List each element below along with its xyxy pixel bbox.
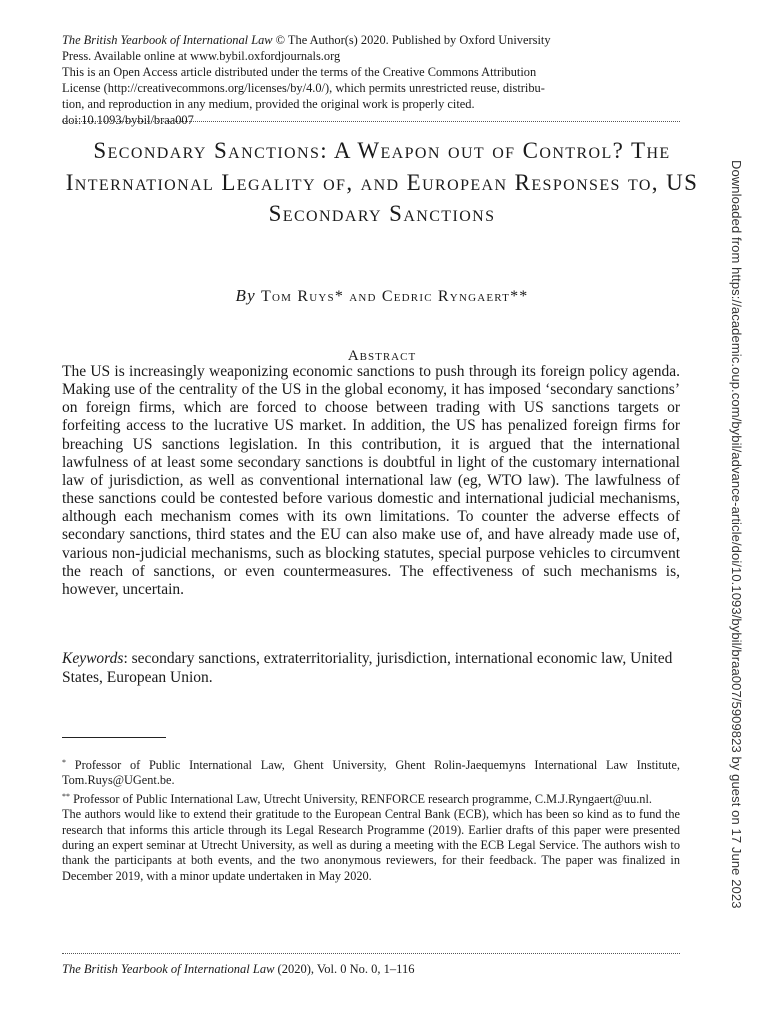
footnote-1-marker: *: [62, 758, 66, 767]
acknowledgement: The authors would like to extend their gratitude to the European Central Bank (ECB), which has been so kind as to fund the research that informs this article through its Legal Research Programme (2019). Earlier drafts of this paper were presented during an expert seminar at Utrecht University, as well as during a meeting with the ECB Legal Service. The authors wish to thank the participants at both events, and the two anonymous reviewers, for their feedback. The paper was finalized in December 2019, with a minor update undertaken in May 2020.: [62, 807, 680, 883]
header-journal-name: The British Yearbook of International Law: [62, 33, 273, 47]
author-names: Tom Ruys* and Cedric Ryngaert**: [261, 288, 529, 305]
header-line-5: tion, and reproduction in any medium, provided the original work is properly cited.: [62, 97, 475, 111]
keywords: [62, 650, 680, 687]
header-line-3: This is an Open Access article distributed under the terms of the Creative Commons Attribution: [62, 65, 537, 79]
footer-journal-name: The British Yearbook of International Law: [62, 962, 275, 976]
download-stamp: Downloaded from https://academic.oup.com/bybil/advance-article/doi/10.1093/bybil/braa007/5909823 by guest on 17 June 2023: [729, 160, 744, 909]
header-divider: [62, 121, 680, 122]
keywords-label: Keywords: [62, 650, 124, 667]
footnote-1-text: Professor of Public International Law, Ghent University, Ghent Rolin-Jaequemyns International Law Institute, Tom.Ruys@UGent.be.: [62, 758, 680, 788]
header-line-1-rest: © The Author(s) 2020. Published by Oxford University: [272, 33, 551, 47]
copyright-header: [62, 32, 682, 128]
footnote-2-text: Professor of Public International Law, Utrecht University, RENFORCE research programme, C.M.J.Ryngaert@uu.nl.: [70, 791, 652, 806]
footnote-1: [62, 755, 680, 789]
footnote-2: [62, 789, 680, 807]
footnote-2-marker: **: [62, 791, 70, 801]
article-title: Secondary Sanctions: A Weapon out of Control? The International Legality of, and European Responses to, US Secondary Sanctions: [65, 138, 699, 226]
header-line-1: [62, 32, 682, 48]
footer-citation-rest: (2020), Vol. 0 No. 0, 1–116: [274, 962, 415, 976]
author-by: By: [235, 286, 256, 305]
header-doi: doi:10.1093/bybil/braa007: [62, 113, 194, 127]
footer-citation: [62, 962, 680, 977]
author-line: [62, 286, 702, 306]
abstract-heading: Abstract: [347, 348, 417, 364]
footnote-rule: [62, 737, 166, 738]
abstract-text: The US is increasingly weaponizing economic sanctions to push through its foreign policy agenda. Making use of the centrality of the US in the global economy, it has imposed ‘secondary sanctions’ on foreign firms, which are forced to choose between trading with US sanctions targets or forfeiting access to the lucrative US market. In addition, the US has penalized foreign firms for breaching US sanctions legislation. In this contribution, it is argued that the international lawfulness of at least some secondary sanctions is doubtful in light of the customary international law of jurisdiction, as well as conventional international law (eg, WTO law). The lawfulness of these sanctions could be contested before various domestic and international judicial mechanisms, although each mechanism comes with its own limitations. To counter the adverse effects of secondary sanctions, third states and the EU can also make use of, and have already made use of, various non-judicial mechanisms, such as blocking statutes, special purpose vehicles to circumvent the reach of sanctions, or even countermeasures. The effectiveness of such mechanisms is, however, uncertain.: [62, 363, 680, 598]
header-line-2: Press. Available online at www.bybil.oxfordjournals.org: [62, 49, 341, 63]
header-line-4: License (http://creativecommons.org/licenses/by/4.0/), which permits unrestricted reuse, distribu-: [62, 81, 545, 95]
footer-divider: [62, 953, 680, 954]
footnotes: [62, 755, 680, 884]
keywords-text: : secondary sanctions, extraterritoriality, jurisdiction, international economic law, United States, European Union.: [62, 650, 673, 686]
